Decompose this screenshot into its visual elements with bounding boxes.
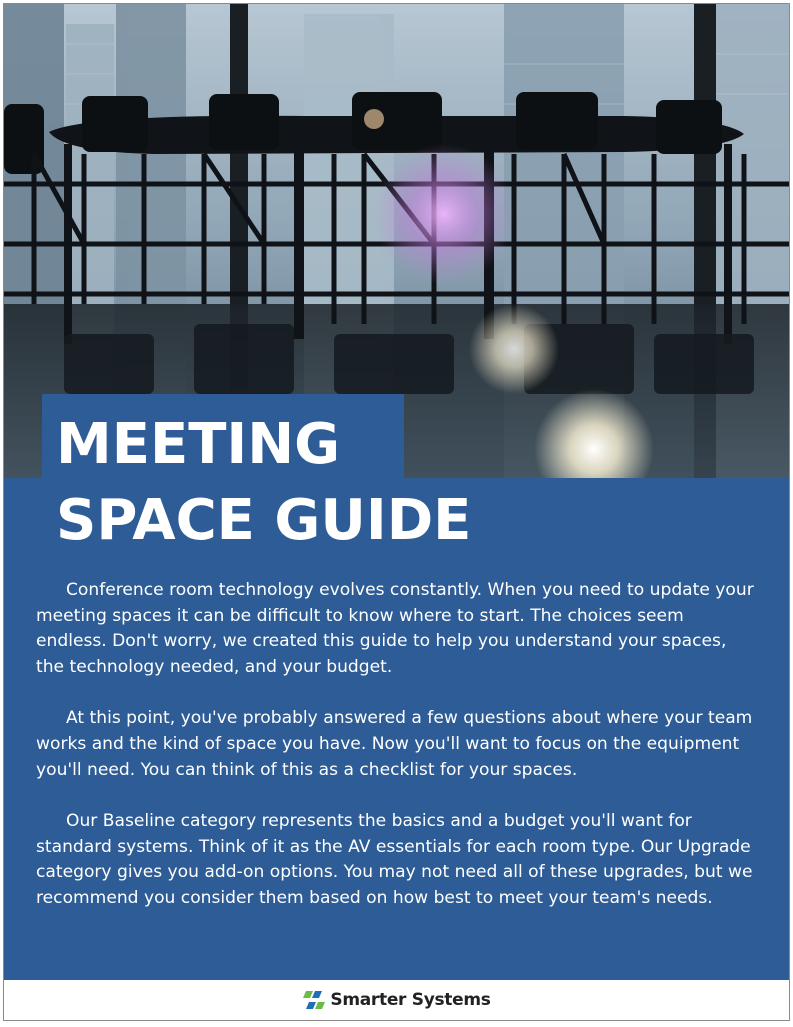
page-title-line-1: MEETING [56, 412, 341, 477]
checklist-paragraph: At this point, you've probably answered a few questions about where your team works and the kind of space you have. Now you'll want to focus on the equipment you'll need. You can think of this as a checklist for your spaces. [36, 708, 753, 780]
guide-body [36, 578, 758, 938]
page-title-line-2: SPACE GUIDE [56, 488, 472, 553]
intro-paragraph: Conference room technology evolves constantly. When you need to update your meeting spaces it can be difficult to know where to start. The choices seem endless. Don't worry, we created this guide to help you understand your spaces, the technology needed, and your budget. [36, 580, 754, 677]
categories-paragraph: Our Baseline category represents the basics and a budget you'll want for standard systems. Think of it as the AV essentials for each room type. Our Upgrade category gives you add-on options. You may not need all of these upgrades, but we recommend you consider them based on how best to meet your team's needs. [36, 811, 753, 908]
guide-page [3, 3, 790, 1021]
smarter-systems-logo-icon [302, 988, 326, 1012]
brand-logo [302, 988, 490, 1012]
footer [4, 980, 789, 1020]
brand-name: Smarter Systems [330, 990, 491, 1010]
